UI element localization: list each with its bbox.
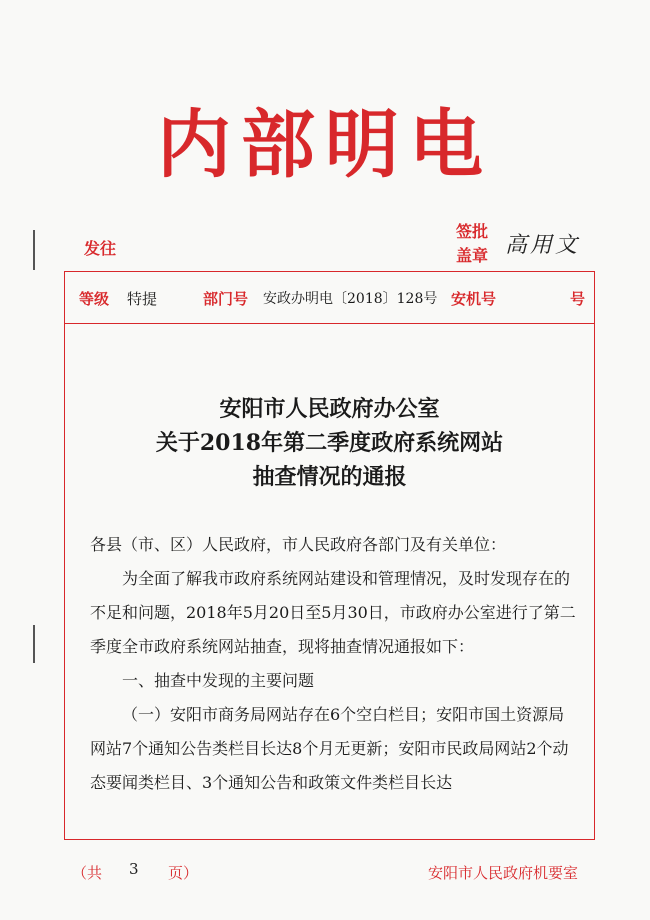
- level-value: 特提: [127, 290, 158, 308]
- document-body: [90, 528, 580, 800]
- page-count-number: 3: [129, 860, 139, 878]
- binding-mark: [33, 230, 35, 270]
- seal-label: 盖章: [456, 246, 489, 265]
- sec-suffix: 号: [570, 290, 586, 308]
- section-heading: 一、抽查中发现的主要问题: [122, 671, 315, 690]
- document-title: [64, 392, 595, 494]
- title-line-2: 关于2018年第二季度政府系统网站: [155, 430, 504, 456]
- page-count-right: 页）: [168, 864, 199, 882]
- binding-mark: [33, 625, 35, 663]
- send-to-label: 发往: [84, 239, 117, 258]
- sign-label: 签批: [456, 222, 489, 241]
- signature: 高用文: [505, 233, 581, 258]
- page-count-left: （共: [72, 864, 103, 882]
- masthead-title: 内部明电: [157, 102, 493, 188]
- title-line-1: 安阳市人民政府办公室: [219, 396, 440, 422]
- info-row: [65, 272, 594, 324]
- paragraph: （一）安阳市商务局网站存在6个空白栏目；安阳市国土资源局网站7个通知公告类栏目长达8个月无更新；安阳市民政局网站2个动态要闻类栏目、3个通知公告和政策文件类栏目长达: [90, 705, 569, 792]
- issuing-office: 安阳市人民政府机要室: [428, 864, 579, 882]
- level-label: 等级: [79, 290, 110, 308]
- paragraph: 为全面了解我市政府系统网站建设和管理情况，及时发现存在的不足和问题，2018年5月20日至5月30日，市政府办公室进行了第二季度全市政府系统网站抽查，现将抽查情况通报如下：: [90, 569, 576, 656]
- salutation: 各县（市、区）人民政府，市人民政府各部门及有关单位：: [90, 535, 507, 554]
- sec-label: 安机号: [451, 290, 497, 308]
- dept-label: 部门号: [203, 290, 249, 308]
- title-line-3: 抽查情况的通报: [252, 464, 407, 490]
- dept-value: 安政办明电〔2018〕128号: [263, 291, 438, 307]
